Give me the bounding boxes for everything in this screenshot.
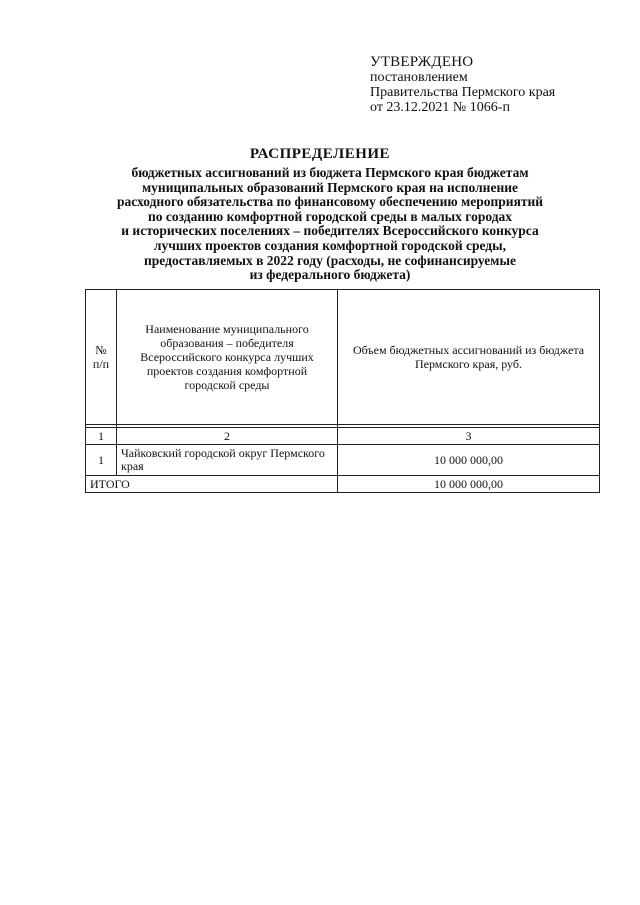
total-row bbox=[86, 476, 600, 493]
row-number: 1 bbox=[86, 445, 117, 476]
approval-stamp bbox=[370, 55, 620, 115]
allocation-table bbox=[85, 289, 600, 493]
header-amount: Объем бюджетных ассигнований из бюджета Пермского края, руб. bbox=[338, 290, 600, 425]
header-municipality: Наименование муниципального образования – победителя Всероссийского конкурса лучших проектов создания комфортной городской среды bbox=[117, 290, 338, 425]
column-number: 2 bbox=[117, 428, 338, 445]
approval-line-1: постановлением bbox=[370, 70, 468, 85]
total-label: ИТОГО bbox=[86, 476, 338, 493]
subtitle-line: из федерального бюджета) bbox=[249, 267, 411, 283]
column-number: 1 bbox=[86, 428, 117, 445]
row-amount: 10 000 000,00 bbox=[338, 445, 600, 476]
subtitle-line: бюджетных ассигнований из бюджета Пермского края бюджетам bbox=[131, 165, 529, 180]
table-header-row bbox=[86, 290, 600, 425]
approved-label: УТВЕРЖДЕНО bbox=[370, 54, 474, 70]
subtitle-line: муниципальных образований Пермского края на исполнение bbox=[141, 179, 519, 195]
approval-line-3: от 23.12.2021 № 1066-п bbox=[370, 100, 510, 115]
row-municipality: Чайковский городской округ Пермского края bbox=[117, 445, 338, 476]
subtitle-line: расходного обязательства по финансовому обеспечению мероприятий bbox=[116, 194, 544, 210]
document-subtitle bbox=[80, 166, 580, 283]
column-number: 3 bbox=[338, 428, 600, 445]
approval-line-2: Правительства Пермского края bbox=[370, 85, 556, 100]
header-number: № п/п bbox=[86, 290, 117, 425]
subtitle-line: по созданию комфортной городской среды в малых городах bbox=[147, 208, 513, 224]
table-row bbox=[86, 445, 600, 476]
document-title: РАСПРЕДЕЛЕНИЕ bbox=[249, 146, 391, 162]
subtitle-line: и исторических поселениях – победителях Всероссийского конкурса bbox=[121, 223, 539, 239]
subtitle-line: предоставляемых в 2022 году (расходы, не софинансируемые bbox=[144, 252, 516, 268]
total-amount: 10 000 000,00 bbox=[338, 476, 600, 493]
subtitle-line: лучших проектов создания комфортной городской среды, bbox=[153, 237, 507, 253]
column-number-row bbox=[86, 428, 600, 445]
